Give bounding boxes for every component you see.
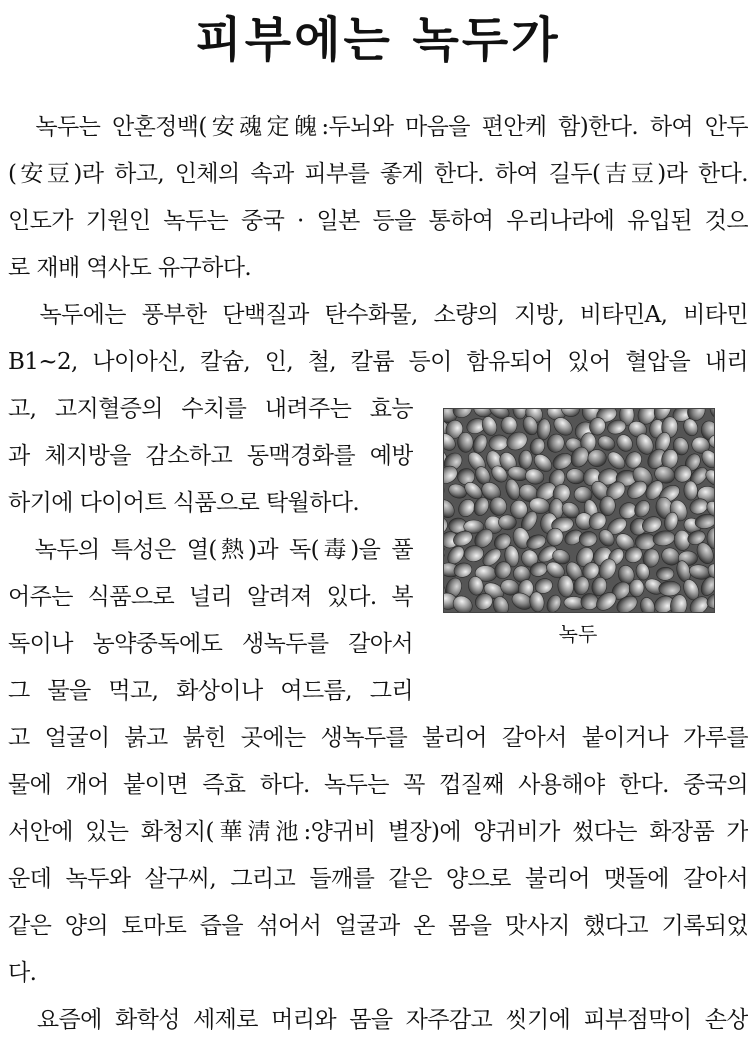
mung-beans-image <box>444 409 714 612</box>
mung-beans-photo-icon <box>443 408 715 613</box>
body-line-7: 고, 고지혈증의 수치를 내려주는 효능 <box>8 396 413 422</box>
bean <box>498 514 516 530</box>
body-line-3: 인도가 기원인 녹두는 중국 · 일본 등을 통하여 우리나라에 유입된 것으 <box>8 208 748 234</box>
body-line-12: 독이나 농약중독에도 생녹두를 갈아서 <box>8 631 413 657</box>
body-line-6: B1~2, 나이아신, 칼슘, 인, 철, 칼륨 등이 함유되어 있어 혈압을 내리 <box>8 349 748 375</box>
body-line-13: 그 물을 먹고, 화상이나 여드름, 그리 <box>8 678 413 704</box>
body-line-8: 과 체지방을 감소하고 동맥경화를 예방 <box>8 443 413 469</box>
bean <box>684 481 698 501</box>
page-title: 피부에는 녹두가 <box>195 12 561 68</box>
bean <box>457 432 473 453</box>
body-line-10: 녹두의 특성은 열(熱)과 독(毒)을 풀 <box>8 537 413 563</box>
body-line-9: 하기에 다이어트 식품으로 탁월하다. <box>8 490 360 516</box>
body-line-1: 녹두는 안혼정백(安魂定魄:두뇌와 마음을 편안케 함)한다. 하여 안두 <box>8 114 748 140</box>
body-line-18: 같은 양의 토마토 즙을 섞어서 얼굴과 온 몸을 맛사지 했다고 기록되었 <box>8 913 748 939</box>
body-line-4: 로 재배 역사도 유구하다. <box>8 255 252 281</box>
body-line-16: 서안에 있는 화청지(華淸池:양귀비 별장)에 양귀비가 썼다는 화장품 가 <box>8 819 748 845</box>
body-line-5: 녹두에는 풍부한 단백질과 탄수화물, 소량의 지방, 비타민A, 비타민 <box>8 302 748 328</box>
body-line-14: 고 얼굴이 붉고 붉힌 곳에는 생녹두를 불리어 갈아서 붙이거나 가루를 <box>8 725 748 751</box>
body-line-2: (安豆)라 하고, 인체의 속과 피부를 좋게 한다. 하여 길두(吉豆)라 한다. <box>8 161 748 187</box>
body-line-17: 운데 녹두와 살구씨, 그리고 들깨를 같은 양으로 불리어 맷돌에 갈아서 <box>8 866 748 892</box>
body-line-11: 어주는 식품으로 널리 알려져 있다. 복 <box>8 584 413 610</box>
body-line-20: 요즘에 화학성 세제로 머리와 몸을 자주감고 씻기에 피부점막이 손상 <box>8 1007 748 1033</box>
body-line-15: 물에 개어 붙이면 즉효 하다. 녹두는 꼭 껍질째 사용해야 한다. 중국의 <box>8 772 748 798</box>
figure-caption: 녹두 <box>558 622 598 646</box>
body-line-19: 다. <box>8 960 37 986</box>
